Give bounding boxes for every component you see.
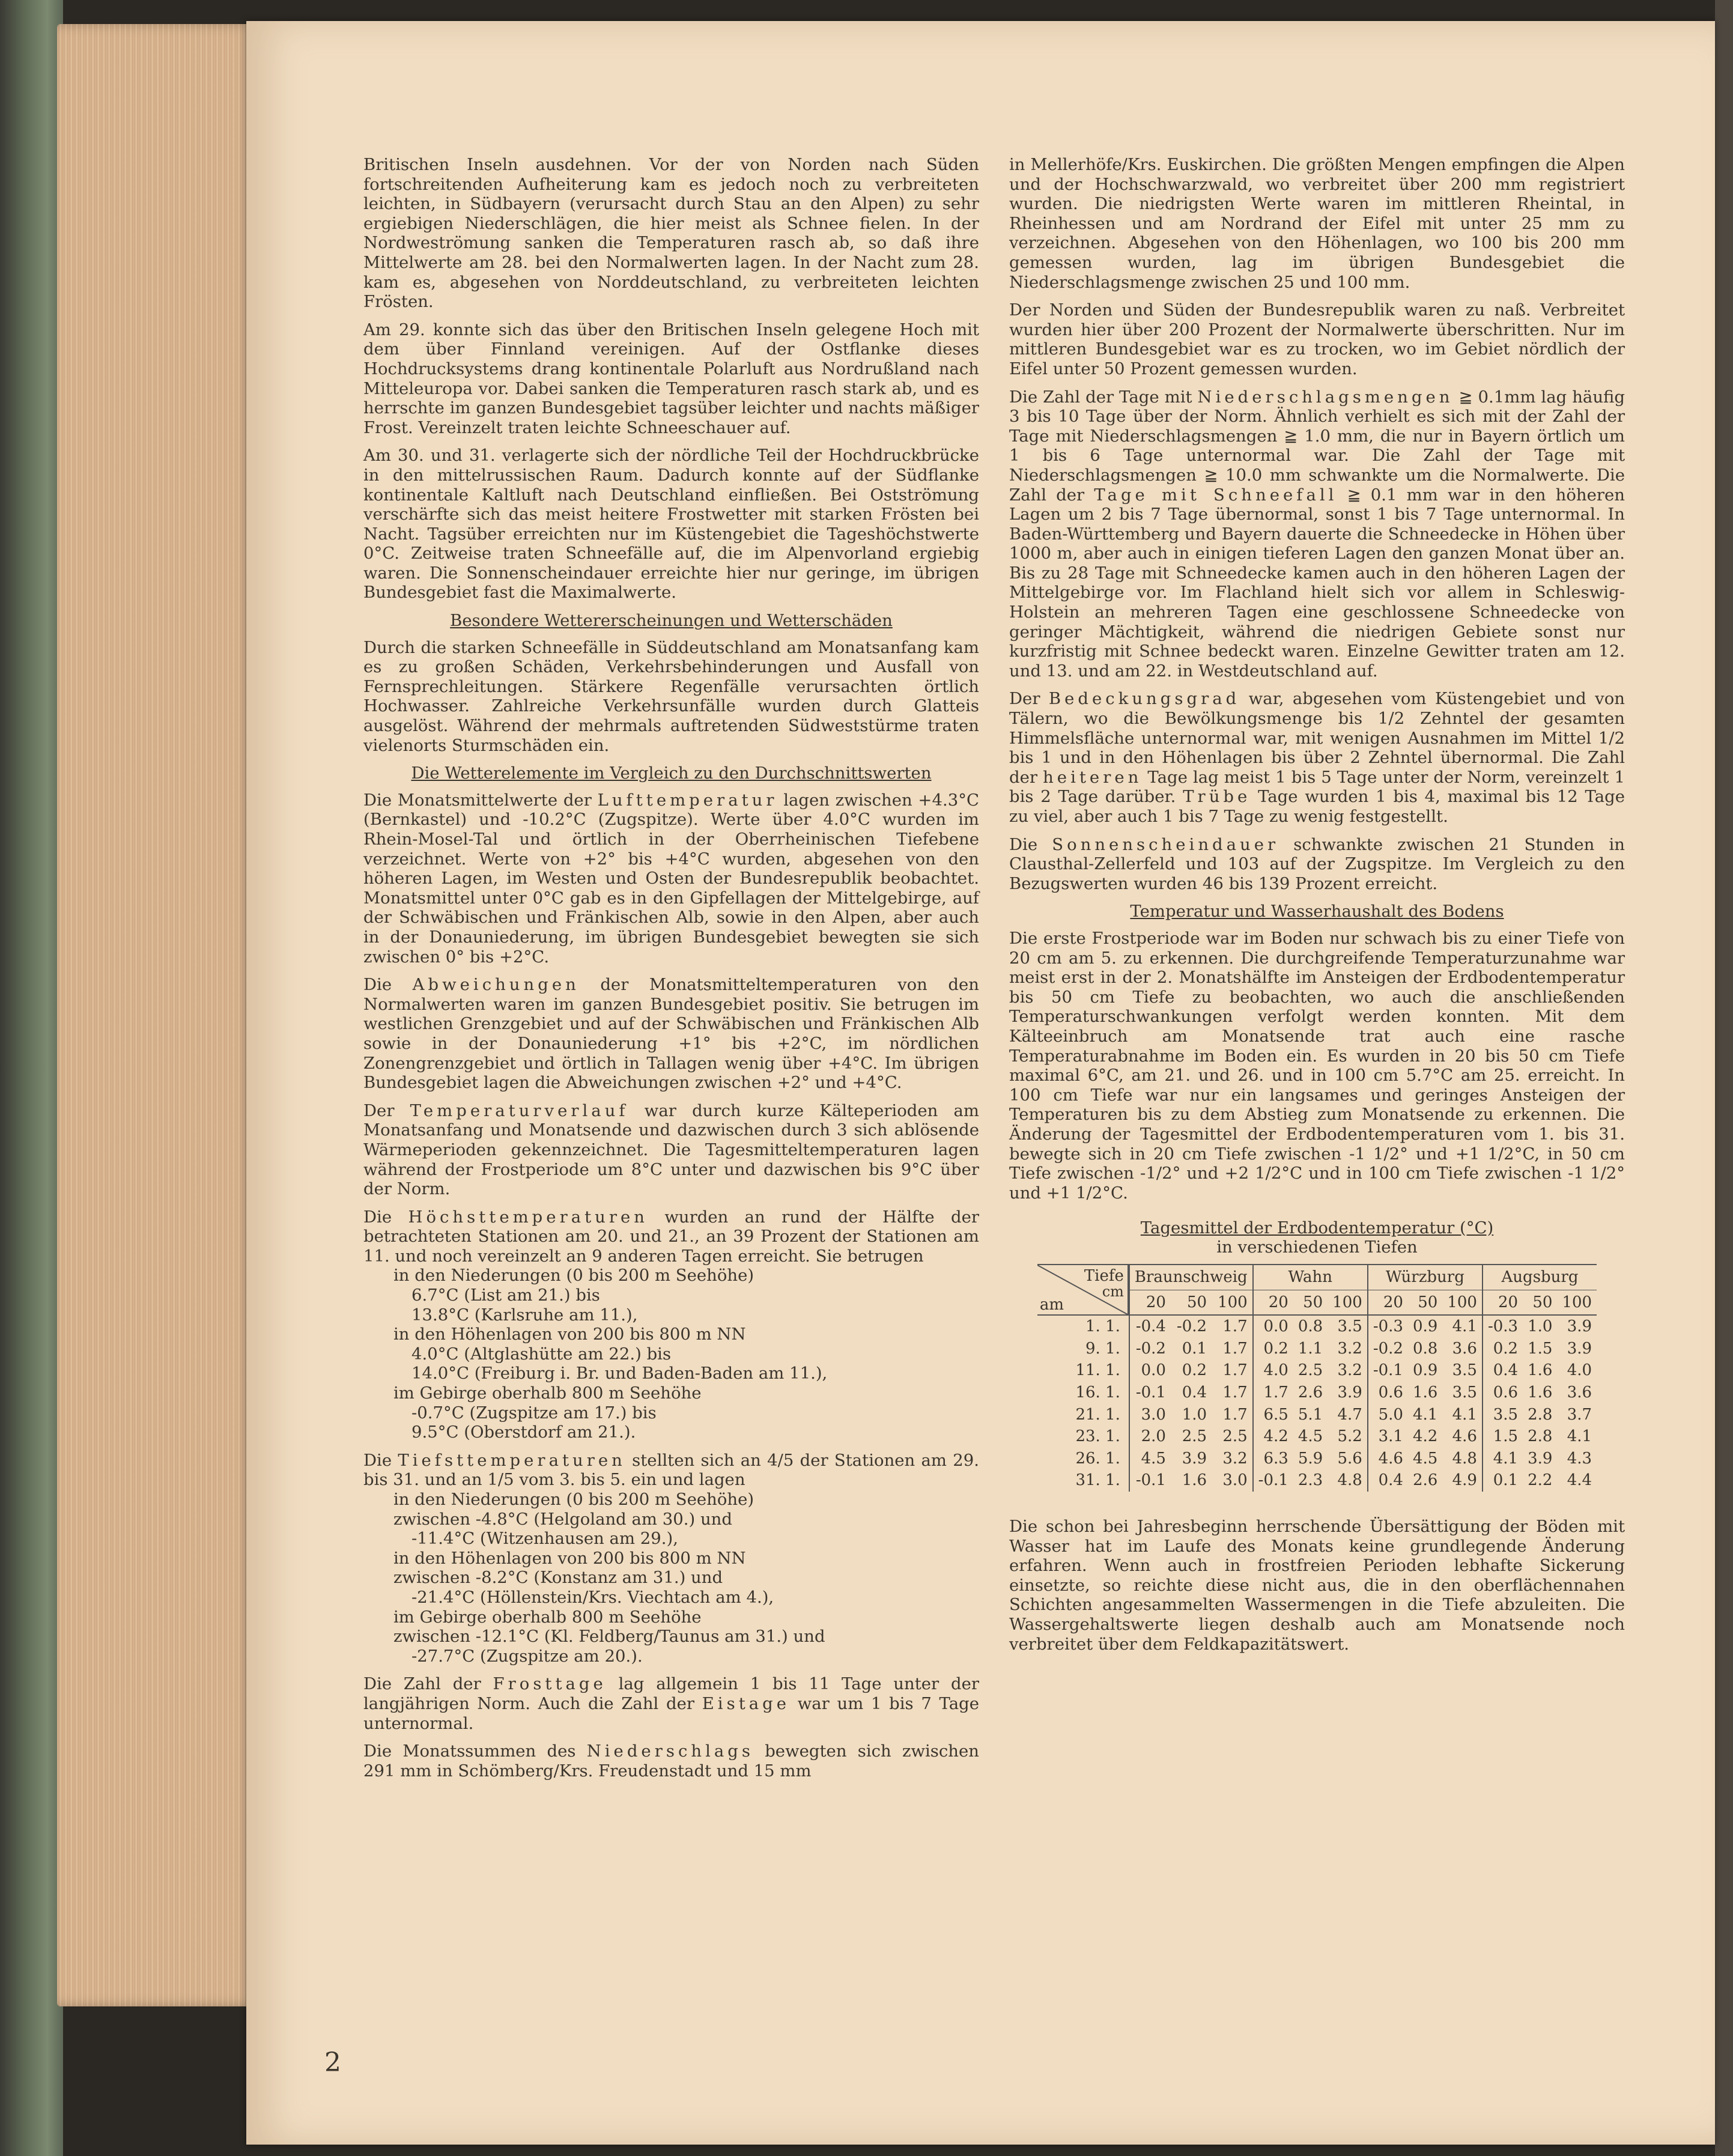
- value-cell: 1.5: [1483, 1426, 1523, 1448]
- list-item: in den Niederungen (0 bis 200 m Seehöhe): [393, 1266, 754, 1286]
- background-edge: [1715, 0, 1733, 2156]
- soil-temperature-table: [1037, 1264, 1597, 1492]
- value-cell: 0.6: [1368, 1382, 1408, 1404]
- paragraph-tiefsttemperaturen: Die Tiefsttemperaturen stellten sich an 4/5 der Stationen am 29. bis 31. und an 1/5 vom 3. bis 5. ein und lagen: [363, 1450, 979, 1490]
- value-cell: 0.9: [1412, 1361, 1438, 1380]
- value-cell: 4.5: [1129, 1448, 1171, 1470]
- value-cell: 0.1: [1483, 1469, 1523, 1492]
- value-cell: 5.2: [1337, 1427, 1362, 1446]
- value-cell: 0.8: [1297, 1317, 1323, 1336]
- value-cell: 4.2: [1412, 1427, 1438, 1446]
- value-cell: -0.2: [1368, 1338, 1408, 1360]
- list-item: in den Niederungen (0 bis 200 m Seehöhe): [393, 1490, 754, 1509]
- list-item: zwischen -12.1°C (Kl. Feldberg/Taunus am 31.) und: [393, 1627, 825, 1647]
- value-cell: 1.0: [1182, 1405, 1207, 1424]
- value-cell: 4.0: [1567, 1361, 1592, 1380]
- list-item: -11.4°C (Witzenhausen am 29.),: [411, 1529, 678, 1549]
- value-cell: 0.6: [1483, 1382, 1523, 1404]
- table-row: [1037, 1448, 1597, 1470]
- value-cell: 4.5: [1297, 1427, 1323, 1446]
- value-cell: 0.4: [1483, 1359, 1523, 1382]
- value-cell: 3.2: [1337, 1339, 1362, 1358]
- paragraph-frosttage: Die Zahl der Frosttage lag allgemein 1 bis 11 Tage unter der langjährigen Norm. Auch die Zahl der Eistage war um 1 bis 7 Tage unternormal.: [363, 1674, 980, 1733]
- table-row: [1037, 1426, 1597, 1448]
- table-row: [1037, 1338, 1597, 1360]
- value-cell: 2.3: [1297, 1471, 1323, 1490]
- list-item: im Gebirge oberhalb 800 m Seehöhe: [393, 1607, 702, 1627]
- table-row: [1037, 1359, 1597, 1382]
- value-cell: 1.7: [1222, 1339, 1248, 1358]
- section-heading: Besondere Wettererscheinungen und Wetterschäden: [450, 611, 893, 631]
- value-cell: 4.9: [1452, 1471, 1477, 1490]
- list-item: -0.7°C (Zugspitze am 17.) bis: [411, 1403, 657, 1423]
- table-subtitle: in verschiedenen Tiefen: [1216, 1237, 1418, 1257]
- depth-header: 20: [1368, 1290, 1408, 1315]
- value-cell: 1.7: [1222, 1317, 1248, 1336]
- value-cell: -0.2: [1176, 1317, 1207, 1336]
- value-cell: 1.7: [1222, 1361, 1248, 1380]
- list-item: 9.5°C (Oberstdorf am 21.).: [411, 1423, 636, 1442]
- value-cell: 5.0: [1368, 1404, 1408, 1426]
- value-cell: 3.2: [1222, 1449, 1248, 1468]
- value-cell: 5.6: [1337, 1449, 1362, 1468]
- value-cell: -0.1: [1129, 1469, 1171, 1492]
- table-body: [1037, 1315, 1597, 1492]
- value-cell: -0.1: [1368, 1359, 1408, 1382]
- tiefsttemperaturen-list: [363, 1490, 979, 1666]
- value-cell: 2.5: [1297, 1361, 1323, 1380]
- page-number: 2: [324, 2047, 341, 2078]
- section-heading: Die Wetterelemente im Vergleich zu den Durchschnittswerten: [411, 764, 932, 783]
- value-cell: 0.2: [1253, 1338, 1293, 1360]
- value-cell: 4.5: [1412, 1449, 1438, 1468]
- value-cell: 3.9: [1182, 1449, 1207, 1468]
- value-cell: 1.7: [1222, 1383, 1248, 1402]
- hoechsttemperaturen-list: [363, 1266, 979, 1442]
- depth-header: 100: [1328, 1290, 1368, 1315]
- table-row: [1037, 1315, 1597, 1338]
- value-cell: 4.0: [1253, 1359, 1293, 1382]
- value-cell: 3.5: [1337, 1317, 1362, 1336]
- paragraph: in Mellerhöfe/Krs. Euskirchen. Die größten Mengen empfingen die Alpen und der Hochschwarzwald, wo verbreitet über 200 mm registriert wurden. Die niedrigsten Werte waren im mittleren Rheintal, in Rheinhessen und am Nordrand der Eifel mit unter 25 mm zu verzeichnen. Abgesehen von den Höhenlagen, wo 100 bis 200 mm gemessen wurden, lag im übrigen Bundesgebiet die Niederschlagsmenge zwischen 25 und 100 mm.: [1009, 155, 1625, 292]
- value-cell: 0.4: [1368, 1469, 1408, 1492]
- depth-header: 20: [1129, 1290, 1171, 1315]
- value-cell: 4.2: [1253, 1426, 1293, 1448]
- paragraph-niederschlag: Die Monatssummen des Niederschlags bewegten sich zwischen 291 mm in Schömberg/Krs. Freudenstadt und 15 mm: [363, 1742, 979, 1781]
- depth-header: 100: [1557, 1290, 1597, 1315]
- paragraph-hoechsttemperaturen: Die Höchsttemperaturen wurden an rund der Hälfte der betrachteten Stationen am 20. und 21., an 39 Prozent der Stationen am 11. und noch vereinzelt an 9 anderen Tagen erreicht. Sie betrugen: [363, 1207, 979, 1266]
- depth-header: 50: [1408, 1290, 1442, 1315]
- value-cell: 3.9: [1567, 1317, 1592, 1336]
- list-item: 14.0°C (Freiburg i. Br. und Baden-Baden am 11.),: [411, 1364, 828, 1383]
- book-cover-edge: [0, 0, 63, 2156]
- date-cell: 11. 1.: [1037, 1359, 1129, 1382]
- value-cell: 2.8: [1528, 1405, 1553, 1424]
- list-item: zwischen -8.2°C (Konstanz am 31.) und: [393, 1568, 723, 1588]
- paragraph: Am 30. und 31. verlagerte sich der nördliche Teil der Hochdruckbrücke in den mittelrussischen Raum. Dadurch konnte auf der Südflanke kontinentale Kaltluft nach Deutschland einfließen. Bei Ostströmung verschärfte sich das meist heitere Frostwetter mit starken Frösten bei Nacht. Tagsüber erreichten nur im Küstengebiet die Tageshöchstwerte 0°C. Zeitweise traten Schneefälle auf, die im Alpenvorland ergiebig waren. Die Sonnenscheindauer erreichte hier nur geringe, im übrigen Bundesgebiet fast die Maximalwerte.: [363, 446, 979, 603]
- value-cell: 1.6: [1528, 1361, 1553, 1380]
- value-cell: 5.9: [1297, 1449, 1323, 1468]
- date-cell: 26. 1.: [1037, 1448, 1129, 1470]
- depth-header: 50: [1171, 1290, 1212, 1315]
- value-cell: 2.6: [1297, 1383, 1323, 1402]
- left-column: [363, 155, 979, 1789]
- paragraph-sonnenscheindauer: Die Sonnenscheindauer schwankte zwischen 21 Stunden in Clausthal-Zellerfeld und 103 auf der Zugspitze. Im Vergleich zu den Bezugswerten wurden 46 bis 139 Prozent erreicht.: [1009, 834, 1625, 893]
- table-row: [1037, 1382, 1597, 1404]
- page-stack-edge: [57, 24, 255, 2006]
- list-item: 13.8°C (Karlsruhe am 11.),: [411, 1305, 638, 1325]
- depth-header: 20: [1483, 1290, 1523, 1315]
- value-cell: 0.0: [1129, 1359, 1171, 1382]
- list-item: -21.4°C (Höllenstein/Krs. Viechtach am 4.),: [411, 1587, 774, 1607]
- value-cell: 0.1: [1182, 1339, 1207, 1358]
- value-cell: 2.0: [1129, 1426, 1171, 1448]
- depth-header: 100: [1442, 1290, 1483, 1315]
- value-cell: 1.7: [1253, 1382, 1293, 1404]
- paragraph-abweichungen: Die Abweichungen der Monatsmitteltemperaturen von den Normalwerten waren im ganzen Bundesgebiet positiv. Sie betrugen im westlichen Grenzgebiet und auf der Schwäbischen und Fränkischen Alb sowie in der Donauniederung +1° bis +2°C, im nördlichen Zonengrenzgebiet und örtlich in Tallagen wenig über +4°C. Im übrigen Bundesgebiet lagen die Abweichungen zwischen +2° und +4°C.: [363, 975, 979, 1093]
- station-header: Augsburg: [1483, 1265, 1597, 1290]
- depth-header: 50: [1523, 1290, 1557, 1315]
- value-cell: 1.6: [1412, 1383, 1438, 1402]
- value-cell: 6.3: [1253, 1448, 1293, 1470]
- value-cell: 1.6: [1182, 1471, 1207, 1490]
- list-item: 4.0°C (Altglashütte am 22.) bis: [411, 1344, 672, 1364]
- paragraph-bedeckungsgrad: Der Bedeckungsgrad war, abgesehen vom Küstengebiet und von Tälern, wo die Bewölkungsmenge bis 1/2 Zehntel der gesamten Himmelsfläche unternormal war, mit wenigen Ausnahmen im Mittel 1/2 bis 1 und in den Höhenlagen bis über 2 Zehntel übernormal. Die Zahl der heiteren Tage lag meist 1 bis 5 Tage unter der Norm, vereinzelt 1 bis 2 Tage darüber. Trübe Tage wurden 1 bis 4, maximal bis 12 Tage zu viel, aber auch 1 bis 7 Tage zu wenig festgestellt.: [1009, 689, 1625, 826]
- value-cell: -0.3: [1483, 1315, 1523, 1338]
- list-item: -27.7°C (Zugspitze am 20.).: [411, 1646, 643, 1666]
- corner-date-label: am: [1039, 1295, 1064, 1314]
- value-cell: 0.9: [1412, 1317, 1438, 1336]
- value-cell: 2.2: [1528, 1471, 1553, 1490]
- value-cell: 4.7: [1337, 1405, 1362, 1424]
- value-cell: 4.8: [1337, 1471, 1362, 1490]
- value-cell: 3.0: [1129, 1404, 1171, 1426]
- value-cell: 3.1: [1368, 1426, 1408, 1448]
- value-cell: 5.1: [1297, 1405, 1323, 1424]
- value-cell: -0.1: [1253, 1469, 1293, 1492]
- value-cell: 2.5: [1222, 1427, 1248, 1446]
- value-cell: 0.2: [1483, 1338, 1523, 1360]
- value-cell: 4.1: [1412, 1405, 1438, 1424]
- value-cell: 0.2: [1182, 1361, 1207, 1380]
- station-header: Braunschweig: [1129, 1265, 1253, 1290]
- corner-unit-label: cm: [1102, 1283, 1124, 1301]
- value-cell: 4.1: [1452, 1405, 1477, 1424]
- value-cell: 3.2: [1337, 1361, 1362, 1380]
- list-item: in den Höhenlagen von 200 bis 800 m NN: [393, 1548, 746, 1568]
- depth-header: 100: [1212, 1290, 1253, 1315]
- value-cell: 4.8: [1452, 1449, 1477, 1468]
- paragraph-niederschlagstage: Die Zahl der Tage mit Niederschlagsmengen ≧ 0.1mm lag häufig 3 bis 10 Tage über der Norm. Ähnlich verhielt es sich mit der Zahl der Tage mit Niederschlagsmengen ≧ 1.0 mm, die nur in Bayern örtlich um 1 bis 6 Tage unternormal war. Die Zahl der Tage mit Niederschlagsmengen ≧ 10.0 mm schwankte um die Normalwerte. Die Zahl der Tage mit Schneefall ≧ 0.1 mm war in den höheren Lagen um 2 bis 7 Tage übernormal, sonst 1 bis 7 Tage unternormal. In Baden-Württemberg und Bayern dauerte die Schneedecke in Höhen über 1000 m, aber auch in einigen tieferen Lagen den ganzen Monat über an. Bis zu 28 Tage mit Schneedecke kamen auch in den höheren Lagen der Mittelgebirge vor. Im Flachland hielt sich vor allem in Schleswig-Holstein an mehreren Tagen eine geschlossene Schneedecke von geringer Mächtigkeit, während die niedrigen Gebiete sonst nur kurzfristig mit Schnee bedeckt waren. Einzelne Gewitter traten am 12. und 13. und am 22. in Westdeutschland auf.: [1009, 387, 1625, 681]
- paragraph: Die erste Frostperiode war im Boden nur schwach bis zu einer Tiefe von 20 cm am 5. zu erkennen. Die durchgreifende Temperaturzunahme war meist erst in der 2. Monatshälfte im Ansteigen der Erdbodentemperatur bis 50 cm Tiefe zu beobachten, wo auch die anschließenden Temperaturschwankungen verfolgt werden konnten. Mit dem Kälteeinbruch am Monatsende trat auch eine rasche Temperaturabnahme im Boden ein. Es wurden in 20 bis 50 cm Tiefe maximal 6°C, am 21. und 26. und in 100 cm 5.7°C am 25. erreicht. In 100 cm Tiefe war nur ein langsames und geringes Ansteigen der Temperaturen bis zu dem Abstieg zum Monatsende zu erkennen. Die Änderung der Tagesmittel der Erdbodentemperaturen vom 1. bis 31. bewegte sich in 20 cm Tiefe zwischen -1 1/2° und +1 1/2°C, in 50 cm Tiefe zwischen -1/2° und +2 1/2°C und in 100 cm Tiefe zwischen -1 1/2° und +1 1/2°C.: [1009, 928, 1625, 1203]
- value-cell: 4.4: [1567, 1471, 1592, 1490]
- list-item: in den Höhenlagen von 200 bis 800 m NN: [393, 1325, 746, 1344]
- value-cell: 3.5: [1452, 1383, 1477, 1402]
- value-cell: 4.1: [1452, 1317, 1477, 1336]
- date-cell: 21. 1.: [1037, 1404, 1129, 1426]
- value-cell: 1.6: [1528, 1383, 1553, 1402]
- paragraph: Die schon bei Jahresbeginn herrschende Übersättigung der Böden mit Wasser hat im Laufe des Monats keine grundlegende Änderung erfahren. Wenn auch in frostfreien Perioden lebhafte Sickerung einsetzte, so reichte diese nicht aus, die in den oberflächennahen Schichten angesammelten Wassermengen in die Tiefe abzuleiten. Die Wassergehaltswerte liegen deshalb auch am Monatsende noch verbreitet über dem Feldkapazitätswert.: [1009, 1517, 1625, 1654]
- value-cell: 3.6: [1567, 1383, 1592, 1402]
- value-cell: 2.5: [1182, 1427, 1207, 1446]
- section-heading: Temperatur und Wasserhaushalt des Bodens: [1130, 902, 1504, 922]
- value-cell: 3.9: [1528, 1449, 1553, 1468]
- value-cell: -0.2: [1129, 1338, 1171, 1360]
- value-cell: 1.7: [1222, 1405, 1248, 1424]
- value-cell: 3.5: [1452, 1361, 1477, 1380]
- depth-header: 50: [1293, 1290, 1328, 1315]
- paragraph: Am 29. konnte sich das über den Britischen Inseln gelegene Hoch mit dem über Finnland vereinigen. Auf der Ostflanke dieses Hochdrucksystems drang kontinentale Polarluft aus Nordrußland nach Mitteleuropa vor. Dabei sanken die Temperaturen rasch stark ab, und es herrschte im ganzen Bundesgebiet tagsüber leichter und nachts mäßiger Frost. Vereinzelt traten leichte Schneeschauer auf.: [363, 320, 979, 437]
- date-cell: 16. 1.: [1037, 1382, 1129, 1404]
- value-cell: -0.3: [1368, 1315, 1408, 1338]
- value-cell: 3.6: [1452, 1339, 1477, 1358]
- value-cell: 3.9: [1337, 1383, 1362, 1402]
- table-row: [1037, 1469, 1597, 1492]
- value-cell: 0.8: [1412, 1339, 1438, 1358]
- corner-depth-label: Tiefe: [1084, 1267, 1124, 1286]
- date-cell: 9. 1.: [1037, 1338, 1129, 1360]
- list-item: zwischen -4.8°C (Helgoland am 30.) und: [393, 1509, 732, 1529]
- table-corner-cell: [1037, 1265, 1129, 1315]
- value-cell: 3.9: [1567, 1339, 1592, 1358]
- paragraph-temperaturverlauf: Der Temperaturverlauf war durch kurze Kälteperioden am Monatsanfang und Monatsende und dazwischen durch 3 sich ablösende Wärmeperioden gekennzeichnet. Die Tagesmitteltemperaturen lagen während der Frostperiode um 8°C unter und dazwischen bis 9°C über der Norm.: [363, 1101, 979, 1199]
- value-cell: 4.3: [1567, 1449, 1592, 1468]
- paragraph: Britischen Inseln ausdehnen. Vor der von Norden nach Süden fortschreitenden Aufheiterung kam es jedoch noch zu verbreiteten leichten, in Südbayern (verursacht durch Stau an den Alpen) zu sehr ergiebigen Niederschlägen, die hier meist als Schnee fielen. In der Nordweströmung sanken die Temperaturen rasch ab, so daß ihre Mittelwerte am 28. bei den Normalwerten lagen. In der Nacht zum 28. kam es, abgesehen von Norddeutschland, zu verbreiteten leichten Frösten.: [363, 155, 979, 312]
- value-cell: 4.6: [1368, 1448, 1408, 1470]
- value-cell: 3.7: [1567, 1405, 1592, 1424]
- value-cell: 3.5: [1483, 1404, 1523, 1426]
- value-cell: 1.1: [1297, 1339, 1323, 1358]
- station-header: Wahn: [1253, 1265, 1368, 1290]
- depth-header: 20: [1253, 1290, 1293, 1315]
- date-cell: 23. 1.: [1037, 1426, 1129, 1448]
- value-cell: -0.1: [1129, 1382, 1171, 1404]
- list-item: im Gebirge oberhalb 800 m Seehöhe: [393, 1383, 702, 1403]
- date-cell: 1. 1.: [1037, 1315, 1129, 1338]
- right-column: [1009, 155, 1625, 1662]
- value-cell: 3.0: [1222, 1471, 1248, 1490]
- table-title: Tagesmittel der Erdbodentemperatur (°C): [1140, 1218, 1494, 1238]
- station-header: Würzburg: [1368, 1265, 1483, 1290]
- value-cell: 1.5: [1528, 1339, 1553, 1358]
- value-cell: 4.6: [1452, 1427, 1477, 1446]
- value-cell: 2.6: [1412, 1471, 1438, 1490]
- table-header-row: [1037, 1265, 1597, 1290]
- paragraph-lufttemperatur: Die Monatsmittelwerte der Lufttemperatur lagen zwischen +4.3°C (Bernkastel) und -10.2°C (Zugspitze). Werte über 4.0°C wurden im Rhein-Mosel-Tal und örtlich in der Oberrheinischen Tiefebene verzeichnet. Werte von +2° bis +4°C wurden, abgesehen von den höheren Lagen, im Westen und Osten der Bundesrepublik beobachtet. Monatsmittel unter 0°C gab es in den Gipfellagen der Mittelgebirge, auf der Schwäbischen und Fränkischen Alb, sowie in den Alpen, aber auch in der Donauniederung, im übrigen Bundesgebiet bewegten sie sich zwischen 0° bis +2°C.: [363, 790, 979, 967]
- list-item: 6.7°C (List am 21.) bis: [411, 1286, 600, 1305]
- value-cell: 2.8: [1528, 1427, 1553, 1446]
- value-cell: 0.4: [1182, 1383, 1207, 1402]
- date-cell: 31. 1.: [1037, 1469, 1129, 1492]
- value-cell: 4.1: [1483, 1448, 1523, 1470]
- value-cell: 4.1: [1567, 1427, 1592, 1446]
- value-cell: -0.4: [1129, 1315, 1171, 1338]
- paragraph: Durch die starken Schneefälle in Süddeutschland am Monatsanfang kam es zu großen Schäden, Verkehrsbehinderungen und Ausfall von Fernsprechleitungen. Stärkere Regenfälle verursachten örtlich Hochwasser. Zahlreiche Verkehrsunfälle wurden durch Glatteis ausgelöst. Während der mehrmals auftretenden Südweststürme traten vielenorts Sturmschäden ein.: [363, 637, 979, 755]
- value-cell: 6.5: [1253, 1404, 1293, 1426]
- value-cell: 0.0: [1253, 1315, 1293, 1338]
- table-caption: [1009, 1218, 1625, 1257]
- paragraph: Der Norden und Süden der Bundesrepublik waren zu naß. Verbreitet wurden hier über 200 Prozent der Normalwerte überschritten. Nur im mittleren Bundesgebiet war es zu trocken, wo im Gebiet nördlich der Eifel unter 50 Prozent gemessen wurden.: [1009, 300, 1625, 378]
- table-row: [1037, 1404, 1597, 1426]
- value-cell: 1.0: [1528, 1317, 1553, 1336]
